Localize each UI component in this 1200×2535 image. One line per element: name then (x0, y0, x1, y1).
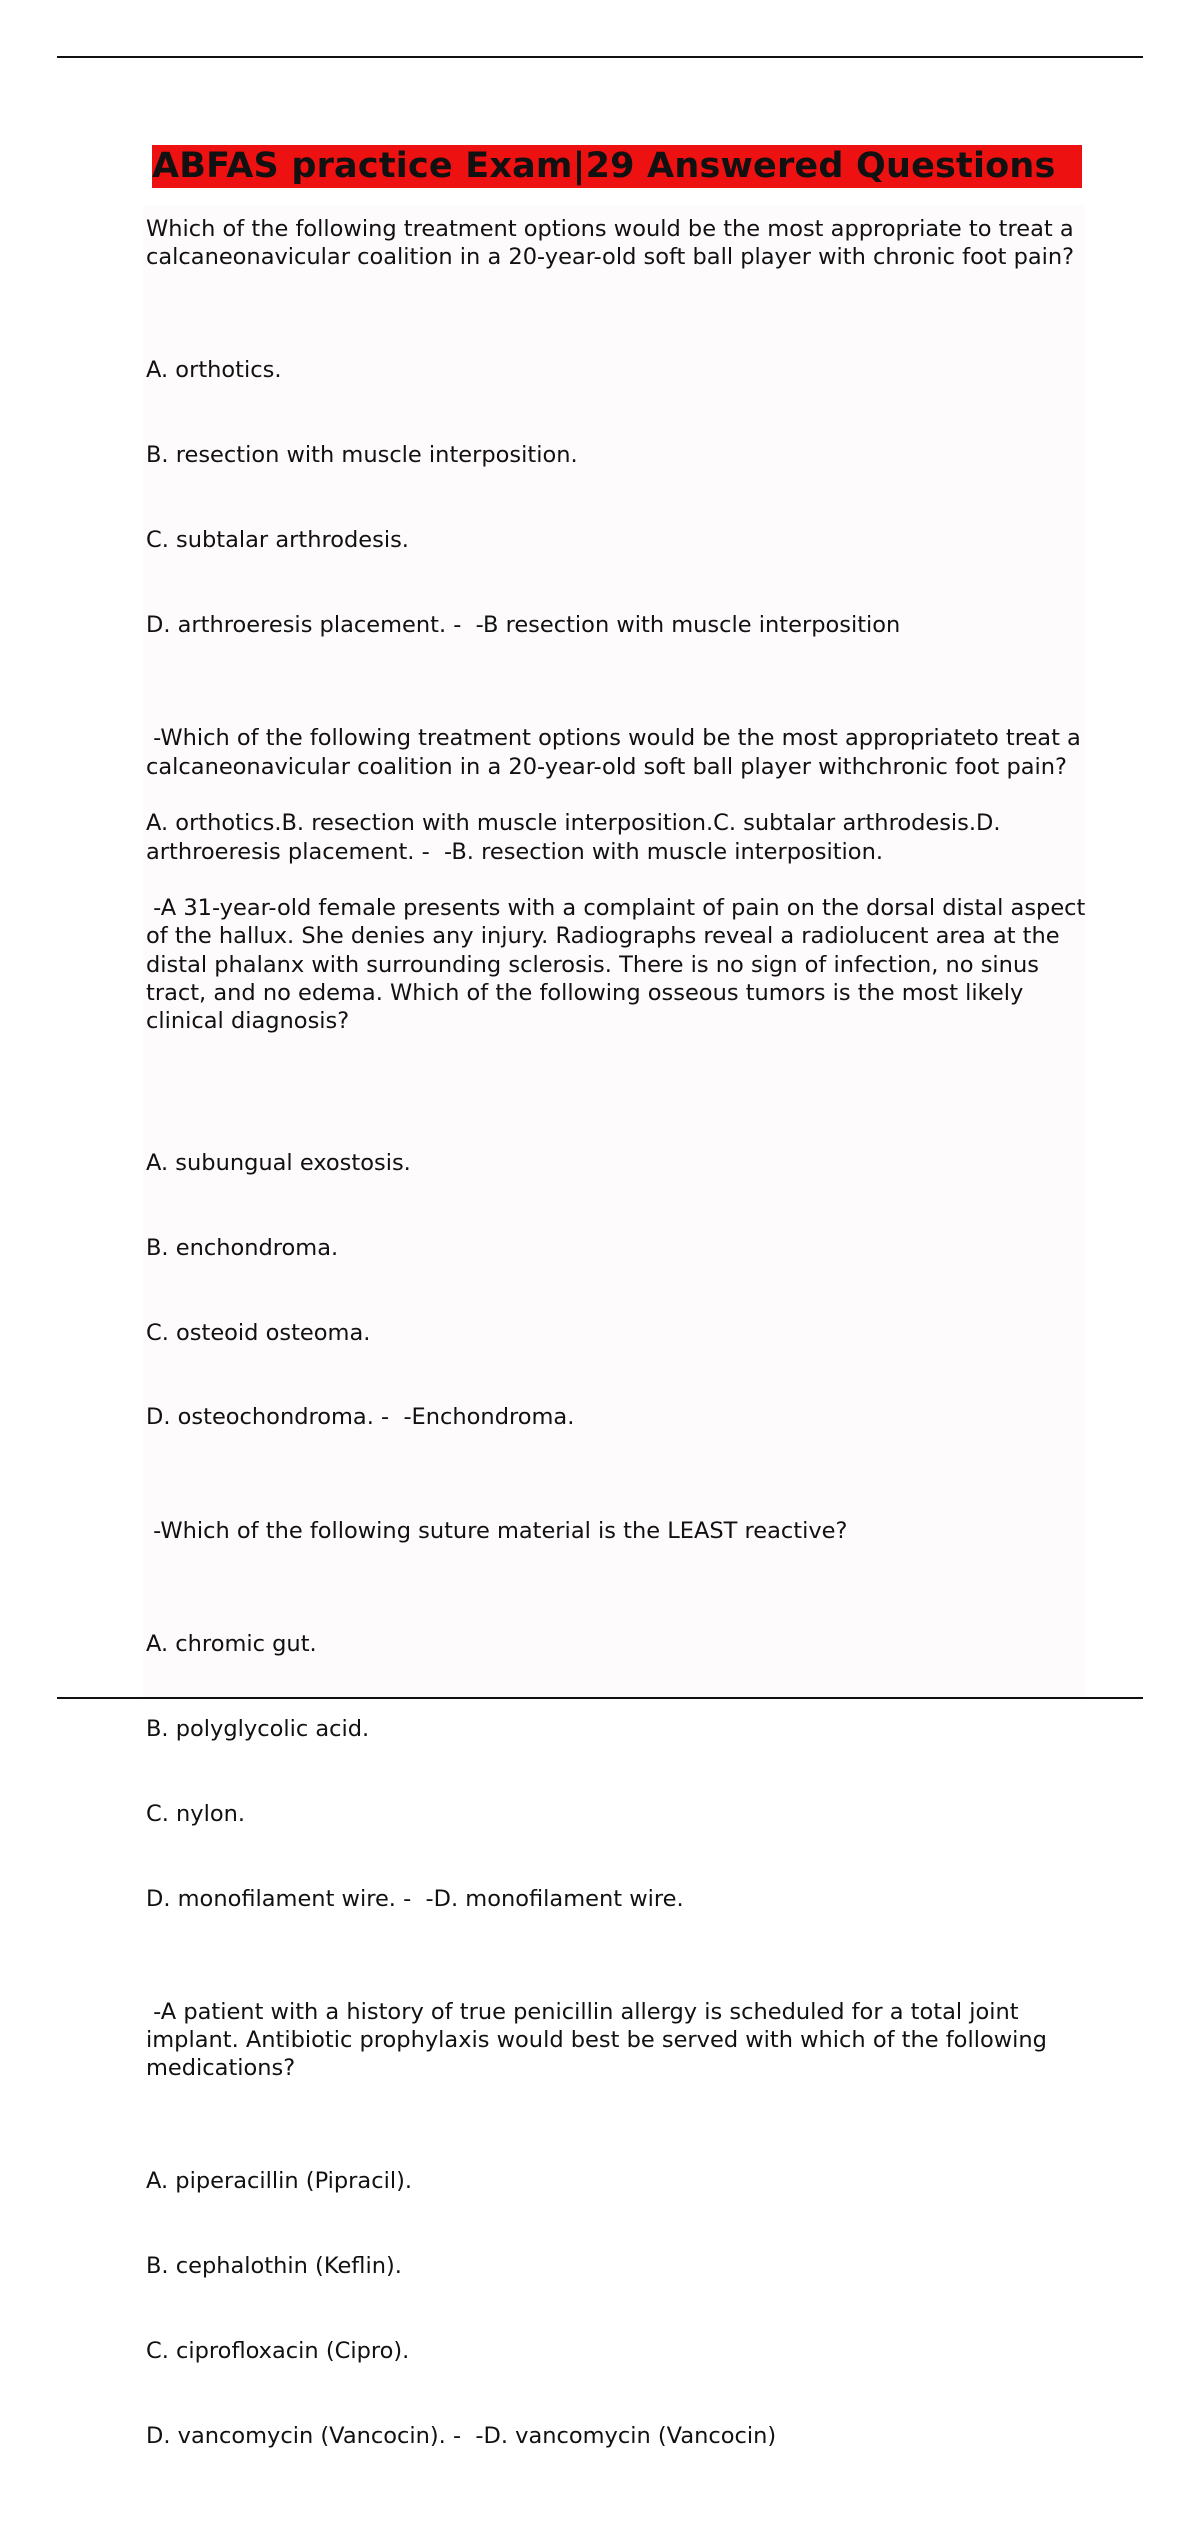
document-body (146, 215, 1091, 2535)
answer-option: A. chromic gut. (146, 1630, 317, 1657)
answer-option: C. osteoid osteoma. (146, 1319, 371, 1346)
answer-option: C. subtalar arthrodesis. (146, 527, 409, 554)
answer-options (146, 1092, 1091, 1488)
answer-options (146, 300, 1091, 696)
question-text: -Which of the following treatment options would be the most appropriateto treat a calcaneonavicular coalition in a 20-year-old soft ball player withchronic foot pain? (146, 725, 1088, 780)
footer-rule (57, 1697, 1143, 1699)
answer-options (146, 1573, 1091, 1969)
answer-option: D. monofilament wire. - -D. monofilament wire. (146, 1885, 684, 1912)
answer-option: B. polyglycolic acid. (146, 1715, 370, 1742)
answer-option: B. resection with muscle interposition. (146, 442, 578, 469)
question-text: -Which of the following suture material is the LEAST reactive? (146, 1517, 848, 1544)
header-rule (57, 56, 1143, 58)
answer-option: D. osteochondroma. - -Enchondroma. (146, 1404, 575, 1431)
question-text: -A patient with a history of true penicillin allergy is scheduled for a total joint implant. Antibiotic prophylaxis would best be served with which of the following medications? (146, 1998, 1055, 2082)
answer-option: A. orthotics. (146, 357, 282, 384)
question-text: -A 31-year-old female presents with a complaint of pain on the dorsal distal aspect of the hallux. She denies any injury. Radiographs reveal a radiolucent area at the distal phalanx with surrounding sclerosis. There is no sign of infection, no sinus tract, and no edema. Which of the following osseous tumors is the most likely clinical diagnosis? (146, 895, 1093, 1035)
answer-option: B. enchondroma. (146, 1234, 339, 1261)
question-text: Which of the following treatment options would be the most appropriate to treat a calcaneonavicular coalition in a 20-year-old soft ball player with chronic foot pain? (146, 216, 1081, 271)
answer-option: D. vancomycin (Vancocin). - -D. vancomycin (Vancocin) (146, 2423, 777, 2450)
answer-option: B. cephalothin (Keflin). (146, 2253, 402, 2280)
answer-option: C. ciprofloxacin (Cipro). (146, 2338, 410, 2365)
answer-option: A. piperacillin (Pipracil). (146, 2168, 413, 2195)
page-title: ABFAS practice Exam|29 Answered Questions (152, 145, 1082, 188)
answer-option: A. subungual exostosis. (146, 1149, 411, 1176)
answer-option: D. arthroeresis placement. - -B resection with muscle interposition (146, 612, 901, 639)
answer-options (146, 2111, 1091, 2507)
answer-options-inline: A. orthotics.B. resection with muscle interposition.C. subtalar arthrodesis.D. arthroeresis placement. - -B. resection with muscle interposition. (146, 810, 1008, 865)
answer-option: C. nylon. (146, 1800, 246, 1827)
